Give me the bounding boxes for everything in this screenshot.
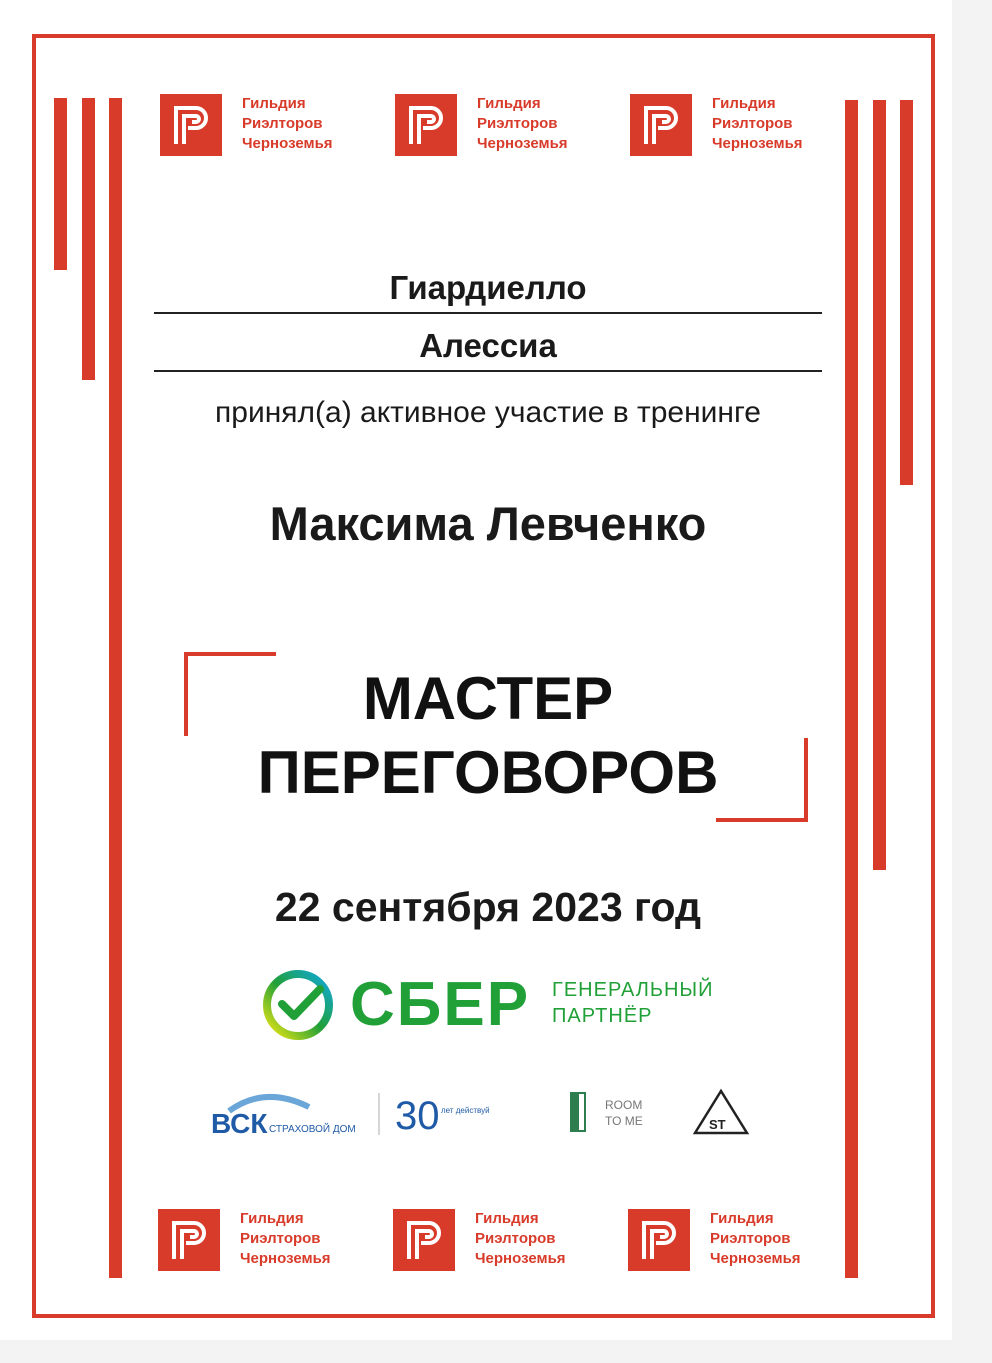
guild-name-line-3: Черноземья bbox=[477, 135, 568, 152]
guild-name-line-2: Риэлторов bbox=[710, 1230, 791, 1247]
guild-name-line-2: Риэлторов bbox=[477, 115, 558, 132]
guild-logo-bottom-2 bbox=[393, 1209, 593, 1273]
guild-mark-icon bbox=[393, 1209, 455, 1271]
training-title-line-1: МАСТЕР bbox=[362, 665, 614, 732]
guild-mark-icon bbox=[628, 1209, 690, 1271]
guild-logo-bottom-3 bbox=[628, 1209, 828, 1273]
right-bar-1 bbox=[845, 100, 858, 1278]
guild-logo-top-3 bbox=[630, 94, 830, 158]
participation-text: принял(а) активное участие в тренинге bbox=[215, 396, 761, 429]
guild-logo-top-1 bbox=[160, 94, 360, 158]
guild-name-line-1: Гильдия bbox=[477, 95, 541, 112]
guild-name bbox=[240, 1209, 370, 1269]
trainer-name: Максима Левченко bbox=[269, 497, 707, 550]
surname-underline bbox=[154, 312, 822, 314]
guild-name bbox=[475, 1209, 605, 1269]
st-logo bbox=[695, 1091, 747, 1133]
recipient-first-name: Алессиа bbox=[419, 327, 557, 364]
guild-name-line-1: Гильдия bbox=[242, 95, 306, 112]
guild-name-line-2: Риэлторов bbox=[240, 1230, 321, 1247]
general-partner-line-2: ПАРТНЁР bbox=[552, 1005, 653, 1027]
training-title-line-2: ПЕРЕГОВОРОВ bbox=[257, 739, 719, 806]
right-bar-2 bbox=[873, 100, 886, 870]
room-to-me-logo bbox=[571, 1093, 643, 1131]
training-title bbox=[154, 662, 822, 810]
sber-wordmark: СБЕР bbox=[350, 970, 531, 1039]
guild-name-line-1: Гильдия bbox=[710, 1210, 774, 1227]
guild-name bbox=[710, 1209, 840, 1269]
vsk-wordmark: ВСК bbox=[211, 1108, 268, 1139]
guild-name bbox=[712, 94, 842, 154]
guild-name bbox=[242, 94, 372, 154]
guild-name-line-3: Черноземья bbox=[240, 1250, 331, 1267]
st-wordmark: ST bbox=[709, 1117, 726, 1132]
left-bar-2 bbox=[82, 98, 95, 380]
general-partner-label bbox=[552, 977, 714, 1029]
guild-name-line-3: Черноземья bbox=[475, 1250, 566, 1267]
training-date: 22 сентября 2023 год bbox=[274, 884, 702, 930]
recipient-surname: Гиардиелло bbox=[389, 269, 587, 306]
anniversary-text: лет действуй bbox=[441, 1106, 490, 1115]
guild-logo-top-2 bbox=[395, 94, 595, 158]
guild-logo-bottom-1 bbox=[158, 1209, 358, 1273]
guild-mark-icon bbox=[158, 1209, 220, 1271]
guild-name bbox=[477, 94, 607, 154]
anniversary-number: 30 bbox=[395, 1094, 440, 1138]
anniversary-logo bbox=[395, 1094, 490, 1138]
guild-name-line-2: Риэлторов bbox=[475, 1230, 556, 1247]
left-bar-1 bbox=[54, 98, 67, 270]
guild-name-line-3: Черноземья bbox=[712, 135, 803, 152]
room-line-1: ROOM bbox=[605, 1098, 643, 1112]
guild-name-line-1: Гильдия bbox=[240, 1210, 304, 1227]
guild-name-line-2: Риэлторов bbox=[712, 115, 793, 132]
guild-name-line-2: Риэлторов bbox=[242, 115, 323, 132]
guild-mark-icon bbox=[395, 94, 457, 156]
room-line-2: TO ME bbox=[605, 1114, 643, 1128]
guild-mark-icon bbox=[630, 94, 692, 156]
guild-mark-icon bbox=[160, 94, 222, 156]
right-bar-3 bbox=[900, 100, 913, 485]
left-bar-3 bbox=[109, 98, 122, 1278]
sber-logo bbox=[260, 965, 740, 1045]
guild-name-line-3: Черноземья bbox=[242, 135, 333, 152]
vsk-subtitle: СТРАХОВОЙ ДОМ bbox=[269, 1124, 356, 1135]
first-name-underline bbox=[154, 370, 822, 372]
general-partner-line-1: ГЕНЕРАЛЬНЫЙ bbox=[552, 979, 714, 1001]
guild-name-line-1: Гильдия bbox=[712, 95, 776, 112]
vsk-logo bbox=[211, 1097, 356, 1139]
guild-name-line-1: Гильдия bbox=[475, 1210, 539, 1227]
sber-check-icon bbox=[260, 967, 336, 1043]
partner-logos bbox=[205, 1085, 765, 1145]
guild-name-line-3: Черноземья bbox=[710, 1250, 801, 1267]
